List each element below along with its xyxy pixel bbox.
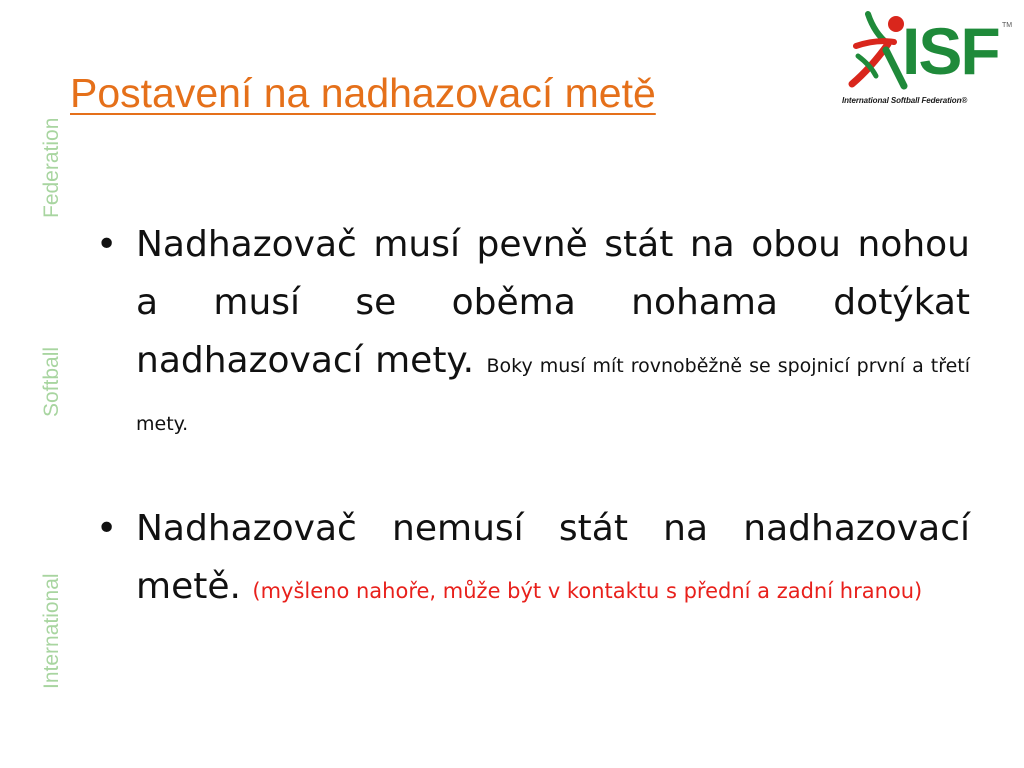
bullet-item: [96, 216, 970, 448]
isf-logo: [838, 6, 1018, 114]
bullet-note-text: (myšleno nahoře, může být v kontaktu s přední a zadní hranou): [252, 579, 923, 603]
isf-logo-letters: ISF: [902, 14, 999, 88]
bullet-note-text: Boky musí mít rovnoběžně se spojnicí první a třetí mety.: [136, 355, 971, 435]
bullet-dot-icon: •: [96, 224, 118, 265]
bullet-item: [96, 500, 970, 620]
side-label-federation: Federation: [40, 117, 63, 218]
isf-logo-trademark: TM: [1002, 22, 1013, 29]
bullet-main-text: Nadhazovač musí pevně stát na obou nohou a musí se oběma nohama dotýkat nadhazovací mety.: [136, 224, 970, 381]
bullet-list: [96, 216, 970, 620]
isf-logo-tagline: International Softball Federation®: [842, 96, 968, 105]
bullet-main-text: Nadhazovač nemusí stát na nadhazovací metě.: [136, 508, 970, 607]
bullet-dot-icon: •: [96, 508, 118, 549]
side-label-international: International: [40, 573, 63, 689]
slide-title: Postavení na nadhazovací metě: [70, 70, 656, 116]
side-label-softball: Softball: [40, 346, 63, 417]
